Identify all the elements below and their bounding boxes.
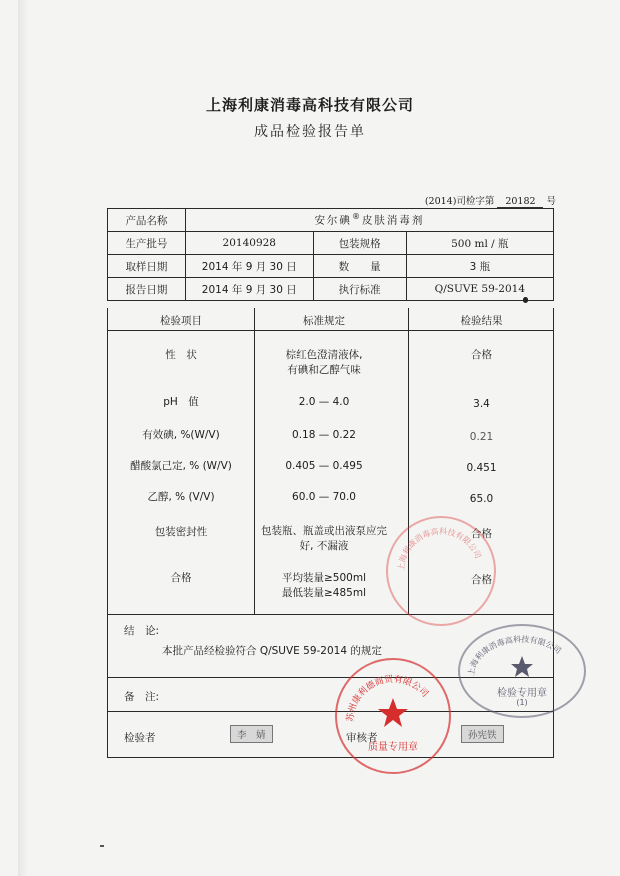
svg-text:上海利康消毒高科技有限公司 [396,526,483,571]
report-date-label: 报告日期 [108,278,186,301]
header-standard: 标准规定 [303,315,345,327]
standard-line: 棕红色澄清液体, [285,349,363,361]
document-number [425,193,556,208]
seal-sub-label: (1) [516,698,528,707]
seal-arc-text: 苏州康利德商贸有限公司 [345,674,430,723]
quantity-label: 数 量 [313,255,406,278]
product-name-main: 安尔碘 [314,214,352,227]
quality-seal [335,658,451,774]
seal-arc-text: 上海利康消毒高科技有限公司 [466,634,563,677]
result-standard [254,459,394,474]
seal-ring-text [388,518,494,624]
star-icon [378,698,408,727]
product-name-label: 产品名称 [108,209,186,232]
result-standard [254,571,394,601]
result-item: pH 值 [163,396,199,408]
ink-speck [523,297,528,303]
standard-line: 有碘和乙醇气味 [287,364,361,377]
standard-line: 0.405 — 0.495 [285,460,363,472]
doc-no-prefix: (2014)司检字第 [424,196,495,207]
standard-line: 好, 不漏液 [299,540,349,553]
remarks-label: 备 注: [124,691,160,703]
info-row [108,278,554,301]
star-icon [511,656,533,677]
standard-value: Q/SUVE 59-2014 [406,278,553,301]
company-name: 上海利康消毒高科技有限公司 [205,96,414,114]
info-row [108,232,554,255]
ink-speck [100,845,104,847]
standard-line: 2.0 — 4.0 [298,396,350,408]
info-row [108,255,554,278]
header-divider [108,330,553,331]
doc-no-value: 20182 [497,196,543,208]
result-value: 合格 [471,574,492,586]
inspection-seal [458,624,586,718]
result-standard [254,490,394,505]
signature-section [107,712,554,758]
quantity-value: 3 瓶 [406,255,553,278]
seal-arc-text: 上海利康消毒高科技有限公司 [396,526,483,572]
result-item: 包装密封性 [154,526,208,538]
info-row [108,209,554,232]
inspector-name-stamp: 李 婧 [230,725,273,743]
header-item: 检验项目 [160,315,202,327]
result-item: 醋酸氯己定, % (W/V) [130,460,232,472]
result-value: 合格 [471,528,492,540]
result-value: 65.0 [469,493,494,505]
report-date-value: 2014 年 9 月 30 日 [185,278,313,301]
result-standard [254,395,394,410]
svg-text:上海利康消毒高科技有限公司 [466,634,563,676]
result-standard [254,524,394,554]
conclusion-text: 本批产品经检验符合 Q/SUVE 59-2014 的规定 [162,645,382,657]
product-name-value [185,209,553,232]
result-item: 合格 [170,572,192,584]
standard-line: 平均装量≥500ml [282,572,366,584]
registered-mark: ® [351,212,362,222]
spec-label: 包装规格 [313,232,406,255]
result-standard [254,348,394,378]
batch-value: 20140928 [185,232,313,255]
product-name-rest: 皮肤消毒剂 [361,214,425,227]
result-value: 合格 [471,349,492,361]
result-value: 3.4 [473,398,490,410]
result-item: 性 状 [165,349,197,361]
result-item: 有效碘, %(W/V) [142,429,220,441]
inspector-label: 检验者 [124,732,156,744]
reviewer-name-stamp: 孙宪铁 [461,725,504,743]
seal-ring-text [337,660,449,772]
result-item: 乙醇, % (V/V) [147,491,215,503]
product-info-table [107,208,554,301]
company-seal-faint [386,516,496,626]
seal-center-label: 检验专用章 [497,688,547,699]
standard-line: 最低装量≥485ml [282,587,366,600]
header-result: 检验结果 [460,315,503,327]
standard-line: 0.18 — 0.22 [292,429,356,441]
sample-date-label: 取样日期 [108,255,186,278]
spec-value: 500 ml / 瓶 [406,232,553,255]
batch-label: 生产批号 [108,232,186,255]
result-value: 0.451 [466,462,497,474]
result-standard [254,428,394,443]
standard-line: 包装瓶、瓶盖或出液泵应完 [261,525,387,537]
seal-center-label: 质量专用章 [368,742,418,753]
standard-label: 执行标准 [313,278,406,301]
standard-line: 60.0 — 70.0 [292,491,356,503]
sample-date-value: 2014 年 9 月 30 日 [185,255,313,278]
document-title: 成品检验报告单 [254,124,366,140]
doc-no-suffix: 号 [546,196,556,207]
result-value: 0.21 [469,431,494,443]
reviewer-label: 审核者 [346,732,378,744]
conclusion-label: 结 论: [124,625,160,637]
